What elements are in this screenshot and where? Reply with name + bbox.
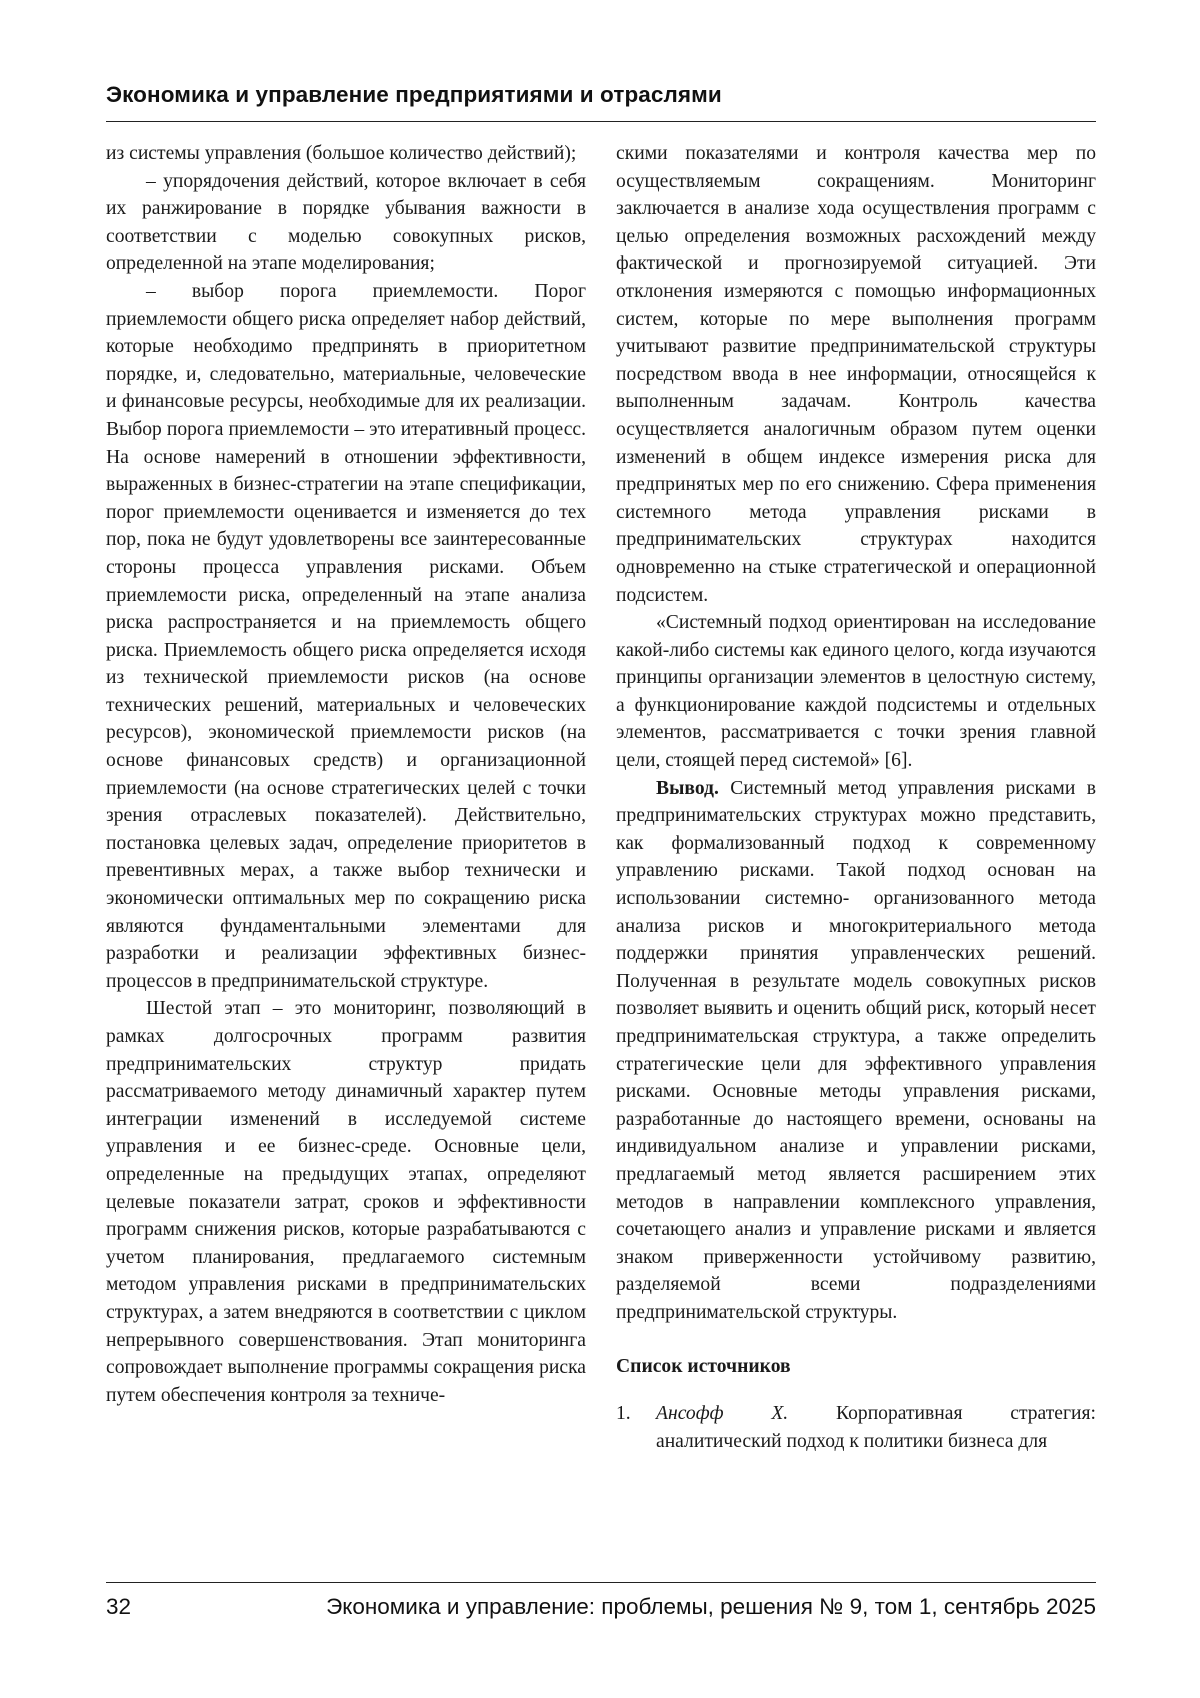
running-header: Экономика и управление предприятиями и отраслями (106, 82, 722, 107)
conclusion-lead: Вывод. (656, 777, 719, 799)
footer-rule (106, 1582, 1096, 1583)
reference-item (616, 1400, 1096, 1455)
reference-text (656, 1400, 1096, 1455)
reference-author: Ансофф Х. (656, 1403, 789, 1425)
paragraph: скими показателями и контроля качества мер по осуществляемым сокращениям. Мониторинг заключается в анализе хода осуществления программ с целью определения возможных расхождений между фактической и прогнозируемой ситуацией. Эти отклонения измеряются с помощью информационных систем, которые по мере выполнения программ учитывают развитие предпринимательской структуры посредством ввода в нее информации, относящейся к выполненным задачам. Контроль качества осуществляется аналогичным образом путем оценки изменений в общем индексе измерения риска для предпринятых мер по его снижению. Сфера применения системного метода управления рисками в предпринимательских структурах находится одновременно на стыке стратегической и операционной подсистем. (616, 143, 1096, 606)
conclusion-body: Системный метод управления рисками в предпринимательских структурах можно представить, как формализованный подход к современному управлению рисками. Такой подход основан на использовании системно- организованного метода анализа рисков и многокритериального метода поддержки принятия управленческих решений. Полученная в результате модель совокупных рисков позволяет выявить и оценить общий риск, который несет предпринимательская структура, а также определить стратегические цели для эффективного управления рисками. Основные методы управления рисками, разработанные до настоящего времени, основаны на индивидуальном анализе и управлении рисками, предлагаемый метод является расширением этих методов в направлении комплексного управления, сочетающего анализ и управление рисками и является знаком приверженности устойчивому развитию, разделяемой всеми подразделениями предпринимательской структуры. (616, 777, 1096, 1323)
list-item: – упорядочения действий, которое включает в себя их ранжирование в порядке убывания важности в соответствии с моделью совокупных рисков, определенной на этапе моделирования; (106, 170, 586, 275)
bibliography-title: Список источников (616, 1355, 791, 1377)
paragraph: из системы управления (большое количество действий); (106, 143, 577, 164)
quote-paragraph: «Системный подход ориентирован на исследование какой-либо системы как единого целого, когда изучаются принципы организации элементов в целостную систему, а функционирование каждой подсистемы и отдельных элементов, рассматривается с точки зрения главной цели, стоящей перед системой» [6]. (616, 612, 1096, 772)
reference-title: Корпоративная стратегия: аналитический подход к политики бизнеса для (656, 1403, 1096, 1452)
list-item: – выбор порога приемлемости. Порог приемлемости общего риска определяет набор действий, которые необходимо предпринять в приоритетном порядке, и, следовательно, материальные, человеческие и финансовые ресурсы, необходимые для их реализации. Выбор порога приемлемости – это итеративный процесс. На основе намерений в отношении эффективности, выраженных в бизнес-стратегии на этапе спецификации, порог приемлемости оценивается и изменяется до тех пор, пока не будут удовлетворены все заинтересованные стороны процесса управления рисками. Объем приемлемости риска, определенный на этапе анализа риска распространяется и на приемлемость общего риска. Приемлемость общего риска определяется исходя из технической приемлемости рисков (на основе технических решений, материальных и человеческих ресурсов), экономической приемлемости рисков (на основе финансовых средств) и организационной приемлемости (на основе стратегических целей с точки зрения отраслевых показателей). Действительно, постановка целевых задач, определение приоритетов в превентивных мерах, а также выбор технически и экономически оптимальных мер по сокращению риска являются фундаментальными элементами для разработки и реализации эффективных бизнес-процессов в предпринимательской структуре. (106, 280, 586, 992)
page-number: 32 (106, 1594, 132, 1619)
paragraph: Шестой этап – это мониторинг, позволяющий в рамках долгосрочных программ развития предпринимательских структур придать рассматриваемого методу динамичный характер путем интеграции изменений в исследуемой системе управления и ее бизнес-среде. Основные цели, определенные на предыдущих этапах, определяют целевые показатели затрат, сроков и эффективности программ снижения рисков, которые разрабатываются с учетом планирования, предлагаемого системным методом управления рисками в предпринимательских структурах, а затем внедряются в соответствии с циклом непрерывного совершенствования. Этап мониторинга сопровождает выполнение программы сокращения риска путем обеспечения контроля за техниче- (106, 998, 586, 1406)
journal-citation: Экономика и управление: проблемы, решения № 9, том 1, сентябрь 2025 (326, 1594, 1096, 1619)
right-column (616, 140, 1096, 1455)
reference-number: 1. (616, 1403, 631, 1425)
conclusion-paragraph (616, 775, 1096, 1327)
page-footer (106, 1594, 1096, 1620)
header-rule (106, 121, 1096, 122)
left-column (106, 140, 586, 1409)
